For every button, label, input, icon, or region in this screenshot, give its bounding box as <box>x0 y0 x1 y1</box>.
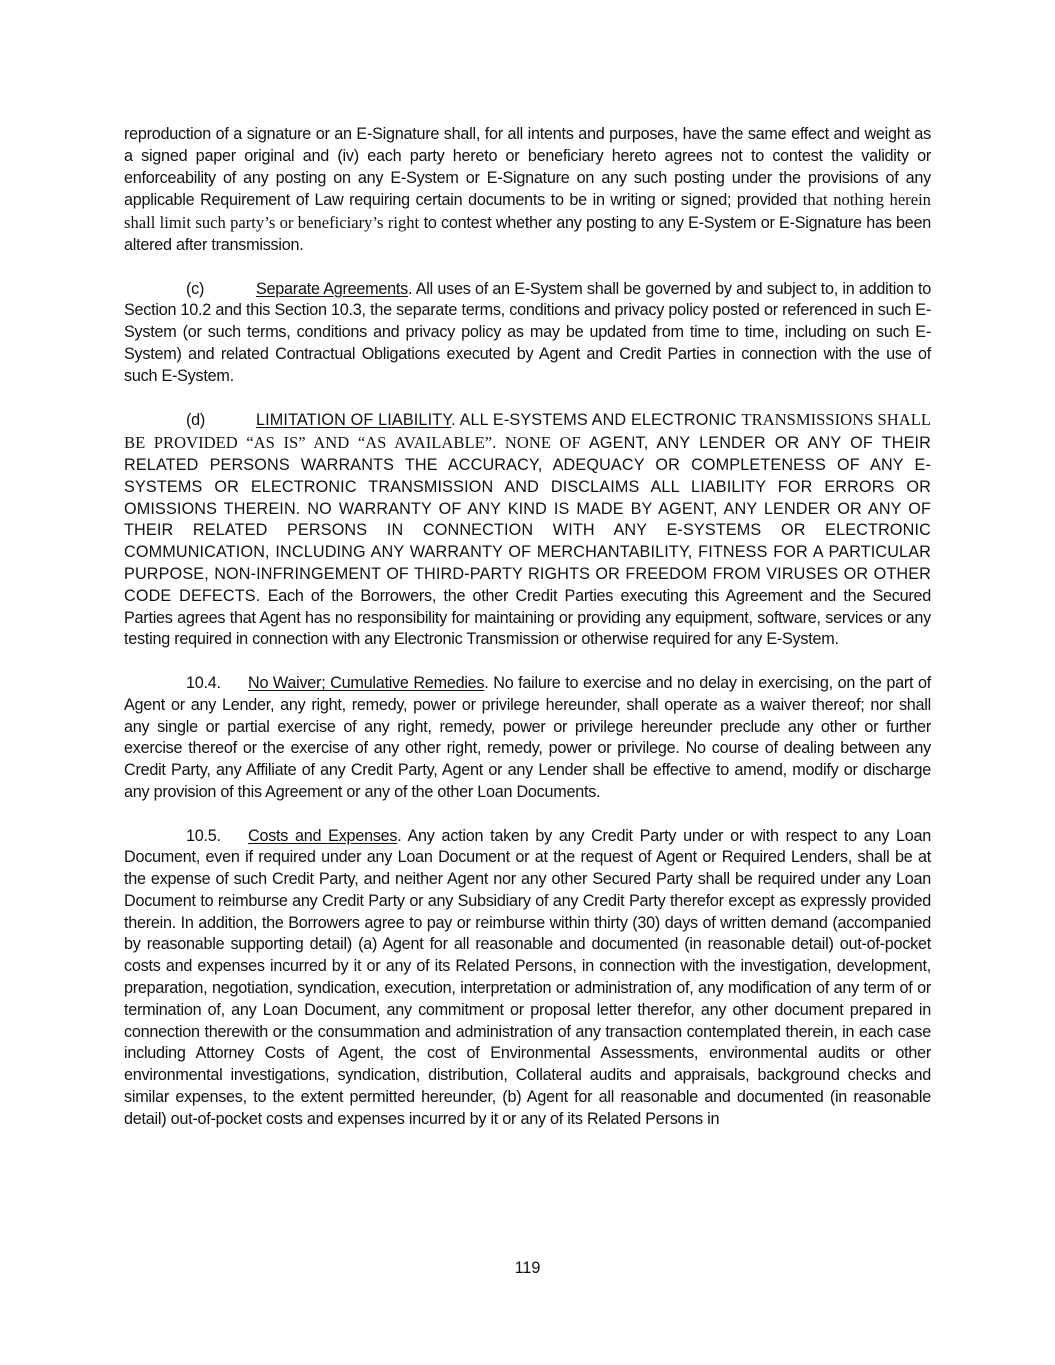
section-10-5-number: 10.5. <box>186 826 221 845</box>
para-b-text-1: reproduction of a signature or an E-Signature shall, for all intents and purposes, have the same effect and weight as a signed paper original and (iv) each party hereto or beneficiary hereto agrees not to contest the validity or enforceability of any posting on any E-System or E-Signature on any such posting under the provisions of any applicable Requirement of Law requiring certain documents to be in writing or signed; provided <box>124 125 931 210</box>
paragraph-c <box>124 279 931 388</box>
para-d-label: (d) <box>186 411 206 430</box>
para-b-text-3: to contest whether any posting to any E-System or E-Signature has been altered after transmission. <box>124 214 932 254</box>
para-d-body: Each of the Borrowers, the other Credit Parties executing this Agreement and the Secured Parties agrees that Agent has no responsibility for maintaining or providing any equipment, software, services or any testing required in connection with any Electronic Transmission or otherwise required for any E-System. <box>124 586 931 649</box>
para-b-text-2: that nothing herein shall limit such party’s or beneficiary’s right <box>124 190 931 233</box>
section-10-4-body: . No failure to exercise and no delay in exercising, on the part of Agent or any Lender, any right, remedy, power or privilege hereunder, shall operate as a waiver thereof; nor shall any single or partial exercise of any right, remedy, power or privilege hereunder preclude any other or further exercise thereof or the exercise of any other right, remedy, power or privilege. No course of dealing between any Credit Party, any Affiliate of any Credit Party, Agent or any Lender shall be effective to amend, modify or discharge any provision of this Agreement or any of the other Loan Documents. <box>124 673 931 801</box>
para-c-label: (c) <box>186 279 205 298</box>
paragraph-d <box>124 409 931 651</box>
para-c-heading: Separate Agreements <box>256 279 408 298</box>
paragraph-b-continuation <box>124 124 931 257</box>
section-10-5 <box>124 826 931 1131</box>
section-10-5-heading: Costs and Expenses <box>248 826 398 845</box>
para-d-caps-1: . ALL E-SYSTEMS AND ELECTRONIC <box>451 411 742 430</box>
page-number: 119 <box>514 1259 541 1277</box>
section-10-4-heading: No Waiver; Cumulative Remedies <box>248 673 485 692</box>
para-c-body: . All uses of an E-System shall be governed by and subject to, in addition to Section 10.2 and this Section 10.3, the separate terms, conditions and privacy policy posted or referenced in such E-System (or such terms, conditions and privacy policy as may be updated from time to time, including on such E-System) and related Contractual Obligations executed by Agent and Credit Parties in connection with the use of such E-System. <box>124 279 931 385</box>
para-d-caps-serif: TRANSMISSIONS SHALL BE PROVIDED “AS IS” AND “AS AVAILABLE”. NONE OF <box>124 410 931 453</box>
page-body <box>124 124 931 1131</box>
section-10-5-body: . Any action taken by any Credit Party under or with respect to any Loan Document, even if required under any Loan Document or at the request of Agent or Required Lenders, shall be at the expense of such Credit Party, and neither Agent nor any other Secured Party shall be required under any Loan Document to reimburse any Credit Party or any Subsidiary of any Credit Party therefor except as expressly provided therein. In addition, the Borrowers agree to pay or reimburse within thirty (30) days of written demand (accompanied by reasonable supporting detail) (a) Agent for all reasonable and documented (in reasonable detail) out-of-pocket costs and expenses incurred by it or any of its Related Persons, in connection with the investigation, development, preparation, negotiation, syndication, execution, interpretation or administration of, any modification of any term of or termination of, any Loan Document, any commitment or proposal letter therefor, any other document prepared in connection therewith or the consummation and administration of any transaction contemplated therein, in each case including Attorney Costs of Agent, the cost of Environmental Assessments, environmental audits or other environmental investigations, syndication, distribution, Collateral audits and appraisals, background checks and similar expenses, to the extent permitted hereunder, (b) Agent for all reasonable and documented (in reasonable detail) out-of-pocket costs and expenses incurred by it or any of its Related Persons in <box>124 826 931 1128</box>
para-d-heading: LIMITATION OF LIABILITY <box>256 411 452 430</box>
section-10-4-number: 10.4. <box>186 673 221 692</box>
section-10-4 <box>124 673 931 804</box>
para-d-caps-2: AGENT, ANY LENDER OR ANY OF THEIR RELATED PERSONS WARRANTS THE ACCURACY, ADEQUACY OR COMPLETENESS OF ANY E-SYSTEMS OR ELECTRONIC TRANSMISSION AND DISCLAIMS ALL LIABILITY FOR ERRORS OR OMISSIONS THEREIN. NO WARRANTY OF ANY KIND IS MADE BY AGENT, ANY LENDER OR ANY OF THEIR RELATED PERSONS IN CONNECTION WITH ANY E-SYSTEMS OR ELECTRONIC COMMUNICATION, INCLUDING ANY WARRANTY OF MERCHANTABILITY, FITNESS FOR A PARTICULAR PURPOSE, NON-INFRINGEMENT OF THIRD-PARTY RIGHTS OR FREEDOM FROM VIRUSES OR OTHER CODE DEFECTS. <box>124 434 931 605</box>
